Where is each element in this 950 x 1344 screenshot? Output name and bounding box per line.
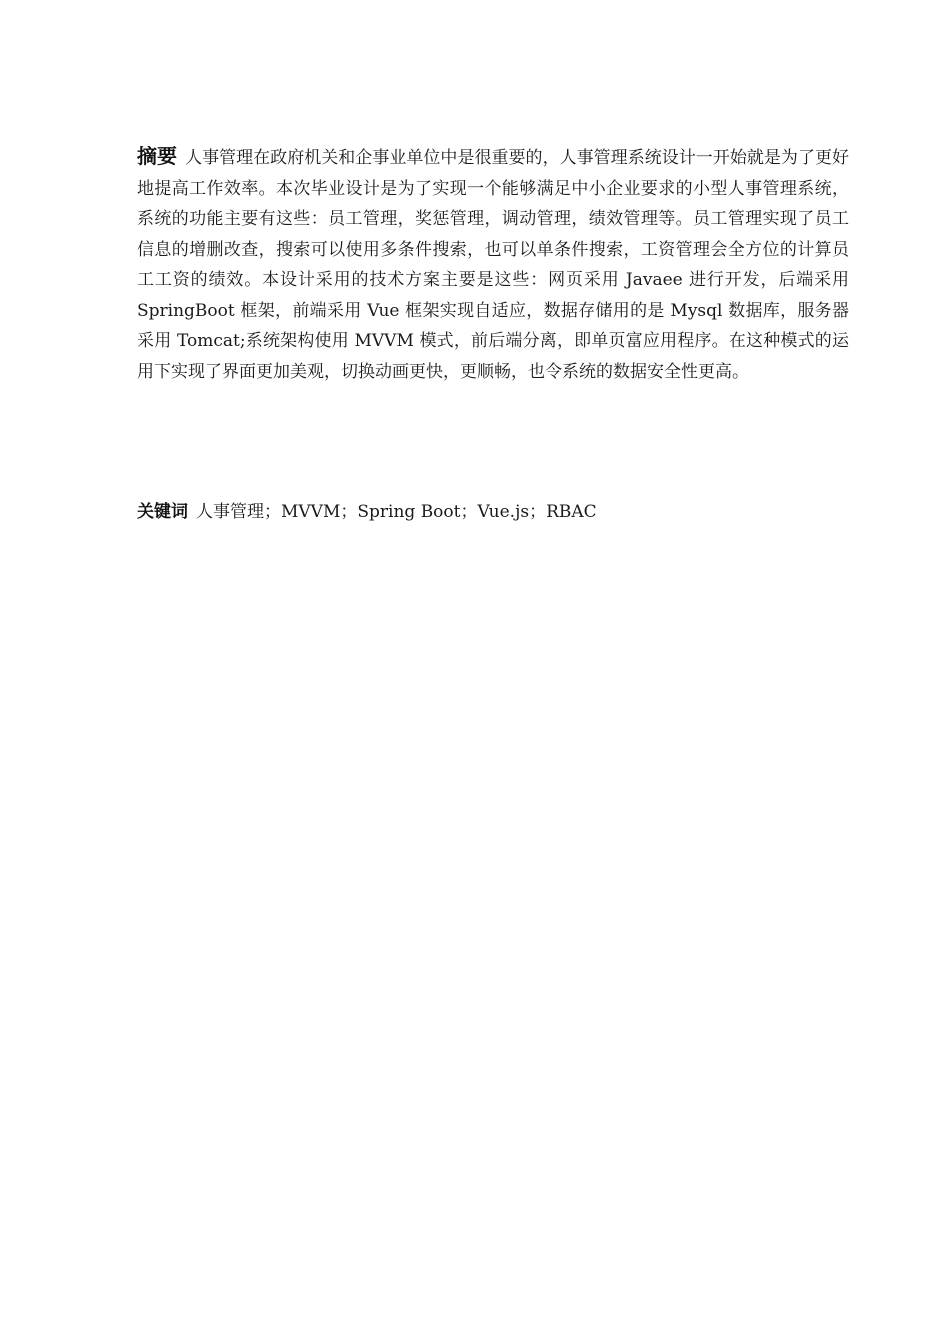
keywords-paragraph bbox=[137, 497, 849, 527]
abstract-paragraph bbox=[137, 141, 849, 387]
abstract-body: 人事管理在政府机关和企事业单位中是很重要的，人事管理系统设计一开始就是为了更好地提高工作效率。本次毕业设计是为了实现一个能够满足中小企业要求的小型人事管理系统，系统的功能主要有这些：员工管理，奖惩管理，调动管理，绩效管理等。员工管理实现了员工信息的增删改查，搜索可以使用多条件搜索，也可以单条件搜索，工资管理会全方位的计算员工工资的绩效。本设计采用的技术方案主要是这些：网页采用 Javaee 进行开发，后端采用 SpringBoot 框架，前端采用 Vue 框架实现自适应，数据存储用的是 Mysql 数据库，服务器采用 Tomcat;系统架构使用 MVVM 模式，前后端分离，即单页富应用程序。在这种模式的运用下实现了界面更加美观，切换动画更快，更顺畅，也令系统的数据安全性更高。 bbox=[137, 148, 850, 382]
keywords-body: 人事管理；MVVM；Spring Boot；Vue.js；RBAC bbox=[196, 502, 597, 522]
abstract-heading: 摘要 bbox=[137, 144, 178, 168]
keywords-heading: 关键词 bbox=[137, 502, 188, 522]
